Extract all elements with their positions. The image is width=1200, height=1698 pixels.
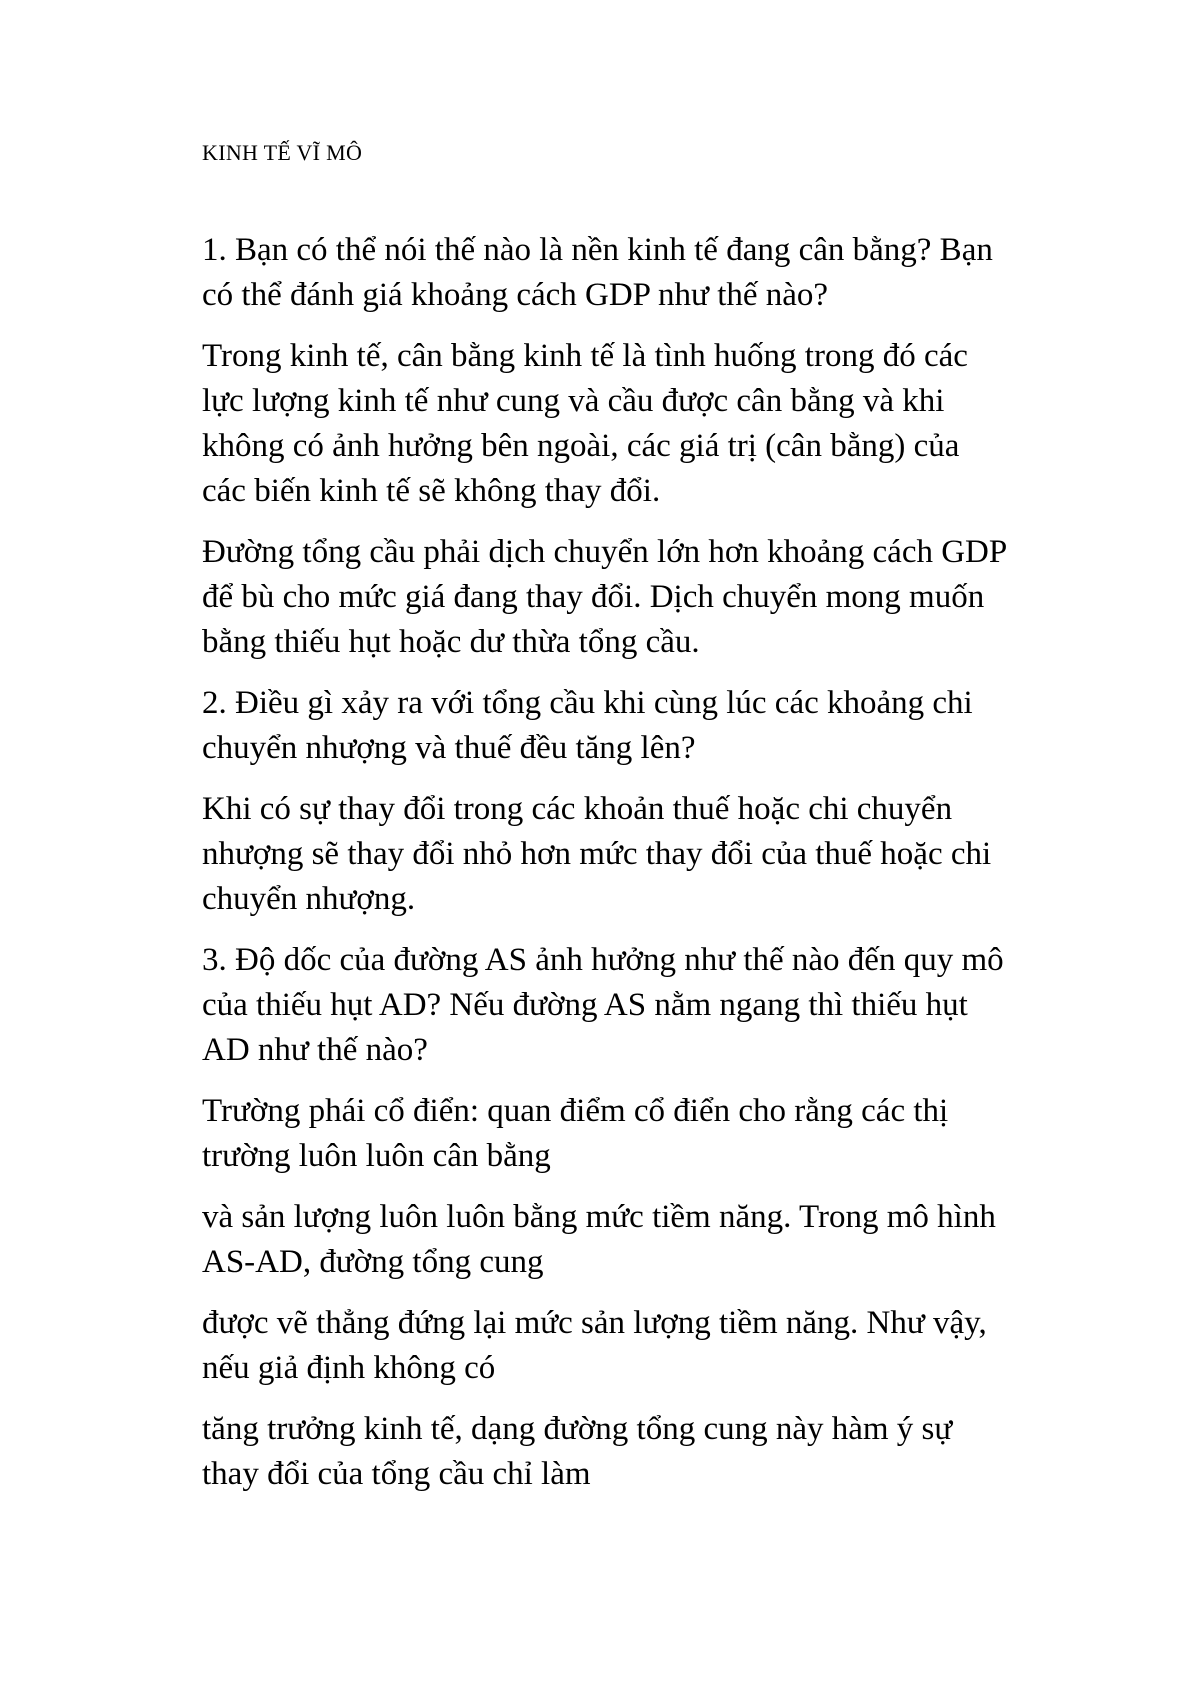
text-line: các biến kinh tế sẽ không thay đổi. [202,473,661,509]
paragraph-question-3 [202,938,1102,1073]
paragraph-answer-1a [202,334,1102,514]
paragraph-answer-3b [202,1195,1102,1285]
text-line: AS-AD, đường tổng cung [202,1244,544,1280]
document-content [202,140,1102,1513]
text-line: lực lượng kinh tế như cung và cầu được cân bằng và khi [202,383,945,419]
text-line: và sản lượng luôn luôn bằng mức tiềm năng. Trong mô hình [202,1199,996,1235]
text-line: không có ảnh hưởng bên ngoài, các giá trị (cân bằng) của [202,428,960,464]
text-line: nhượng sẽ thay đổi nhỏ hơn mức thay đổi của thuế hoặc chi [202,836,992,872]
text-line: Đường tổng cầu phải dịch chuyển lớn hơn khoảng cách GDP [202,534,1008,570]
text-line: của thiếu hụt AD? Nếu đường AS nằm ngang thì thiếu hụt [202,987,968,1023]
paragraph-answer-3d [202,1407,1102,1497]
text-line: 2. Điều gì xảy ra với tổng cầu khi cùng lúc các khoảng chi [202,685,973,721]
text-line: AD như thế nào? [202,1032,428,1068]
text-line: để bù cho mức giá đang thay đổi. Dịch chuyển mong muốn [202,579,985,615]
text-line: được vẽ thẳng đứng lại mức sản lượng tiềm năng. Như vậy, [202,1305,987,1341]
document-title: KINH TẾ VĨ MÔ [202,140,363,165]
text-line: chuyển nhượng và thuế đều tăng lên? [202,730,696,766]
text-line: có thể đánh giá khoảng cách GDP như thế nào? [202,277,829,313]
paragraph-answer-3a [202,1089,1102,1179]
text-line: bằng thiếu hụt hoặc dư thừa tổng cầu. [202,624,700,660]
text-line: trường luôn luôn cân bằng [202,1138,551,1174]
text-line: 3. Độ dốc của đường AS ảnh hưởng như thế nào đến quy mô [202,942,1004,978]
paragraph-question-1 [202,228,1102,318]
text-line: thay đổi của tổng cầu chỉ làm [202,1456,591,1492]
text-line: 1. Bạn có thể nói thế nào là nền kinh tế đang cân bằng? Bạn [202,232,993,268]
text-line: nếu giả định không có [202,1350,496,1386]
text-line: tăng trưởng kinh tế, dạng đường tổng cung này hàm ý sự [202,1411,953,1447]
text-line: Trường phái cổ điển: quan điểm cổ điển cho rằng các thị [202,1093,949,1129]
paragraph-answer-2 [202,787,1102,922]
text-line: chuyển nhượng. [202,881,416,917]
paragraph-answer-1b [202,530,1102,665]
paragraph-question-2 [202,681,1102,771]
paragraph-answer-3c [202,1301,1102,1391]
text-line: Trong kinh tế, cân bằng kinh tế là tình huống trong đó các [202,338,968,374]
text-line: Khi có sự thay đổi trong các khoản thuế hoặc chi chuyển [202,791,953,827]
